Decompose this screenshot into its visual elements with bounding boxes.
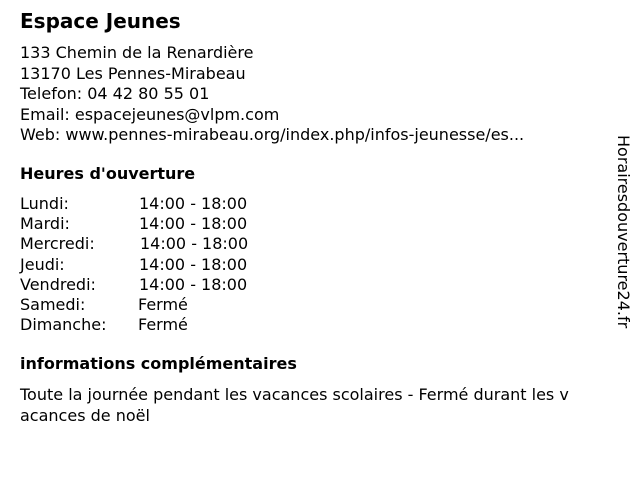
time-value: 14:00 - 18:00 (139, 274, 248, 294)
hours-heading: Heures d'ouverture (20, 164, 196, 183)
watermark-text: Horairesdouverture24.fr (614, 135, 633, 329)
day-label: Mardi: (20, 214, 70, 234)
email-text: Email: espacejeunes@vlpm.com (20, 104, 280, 124)
day-label: Lundi: (20, 194, 69, 213)
address-street: 133 Chemin de la Renardière (20, 43, 254, 62)
day-label: Dimanche: (20, 315, 107, 335)
time-value: 14:00 - 18:00 (140, 234, 249, 254)
info-heading: informations complémentaires (20, 354, 297, 373)
page-title: Espace Jeunes (20, 9, 181, 33)
web-text: Web: www.pennes-mirabeau.org/index.php/infos-jeunesse/es... (20, 125, 525, 144)
info-line-1: Toute la journée pendant les vacances scolaires - Fermé durant les v (20, 385, 569, 404)
info-text (20, 385, 620, 426)
day-label: Samedi: (20, 294, 86, 314)
info-line-2: acances de noël (20, 405, 150, 425)
address-block (20, 43, 524, 146)
time-value: Fermé (138, 315, 188, 335)
day-label: Jeudi: (20, 254, 65, 274)
time-value: 14:00 - 18:00 (139, 194, 248, 213)
address-city: 13170 Les Pennes-Mirabeau (20, 63, 246, 83)
time-value: 14:00 - 18:00 (139, 254, 248, 274)
time-value: 14:00 - 18:00 (139, 214, 248, 234)
day-label: Mercredi: (20, 234, 95, 254)
phone-text: Telefon: 04 42 80 55 01 (20, 84, 210, 103)
day-label: Vendredi: (20, 274, 96, 294)
time-value: Fermé (138, 294, 188, 314)
